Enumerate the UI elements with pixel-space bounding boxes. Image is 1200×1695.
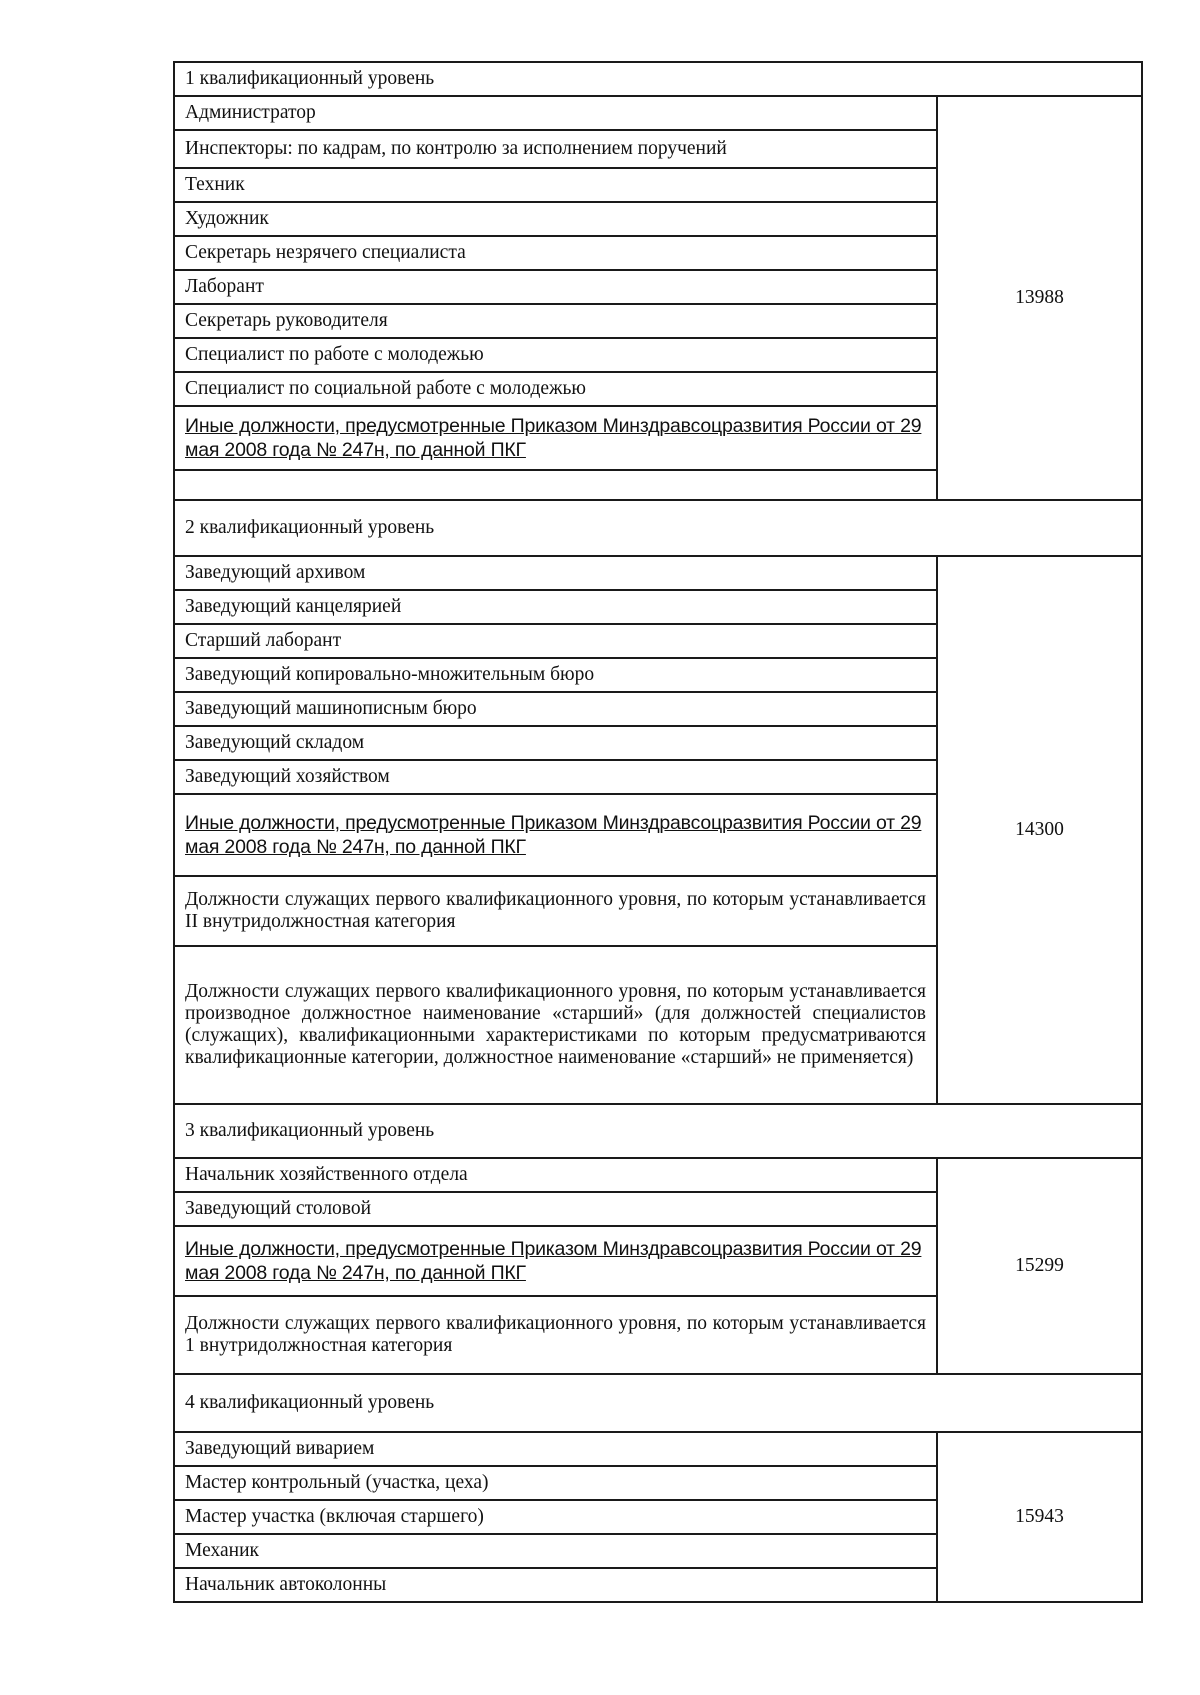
other-positions-link-cell xyxy=(174,794,937,876)
level-3-heading: 3 квалификационный уровень xyxy=(174,1104,1142,1158)
position-cell: Художник xyxy=(174,202,937,236)
position-cell: Заведующий столовой xyxy=(174,1192,937,1226)
position-cell: Специалист по социальной работе с молодежью xyxy=(174,372,937,406)
other-positions-link-cell xyxy=(174,1226,937,1296)
salary-value: 14300 xyxy=(937,556,1142,1104)
other-positions-link[interactable]: Иные должности, предусмотренные Приказом Минздравсоцразвития России от 29 мая 2008 года № 247н, по данной ПКГ xyxy=(185,1238,922,1284)
position-cell: Должности служащих первого квалификационного уровня, по которым устанавливается II внутридолжностная категория xyxy=(174,876,937,946)
other-positions-link[interactable]: Иные должности, предусмотренные Приказом Минздравсоцразвития России от 29 мая 2008 года № 247н, по данной ПКГ xyxy=(185,812,922,858)
level-header-row xyxy=(174,1374,1142,1432)
position-cell: Начальник автоколонны xyxy=(174,1568,937,1602)
level-header-row xyxy=(174,500,1142,556)
position-cell: Заведующий складом xyxy=(174,726,937,760)
level-2-heading: 2 квалификационный уровень xyxy=(174,500,1142,556)
position-cell: Заведующий архивом xyxy=(174,556,937,590)
position-cell: Заведующий машинописным бюро xyxy=(174,692,937,726)
table-row xyxy=(174,96,1142,130)
position-cell: Секретарь руководителя xyxy=(174,304,937,338)
level-1-heading: 1 квалификационный уровень xyxy=(174,62,1142,96)
position-cell: Заведующий хозяйством xyxy=(174,760,937,794)
position-cell: Администратор xyxy=(174,96,937,130)
position-cell: Начальник хозяйственного отдела xyxy=(174,1158,937,1192)
position-cell: Инспекторы: по кадрам, по контролю за исполнением поручений xyxy=(174,130,937,168)
position-cell: Должности служащих первого квалификационного уровня, по которым устанавливается производное должностное наименование «старший» (для должностей специалистов (служащих), квалификационными характеристиками по которым предусматриваются квалификационные категории, должностное наименование «старший» не применяется) xyxy=(174,946,937,1104)
level-4-heading: 4 квалификационный уровень xyxy=(174,1374,1142,1432)
salary-value: 15299 xyxy=(937,1158,1142,1374)
other-positions-link-cell xyxy=(174,406,937,470)
salary-value: 13988 xyxy=(937,96,1142,500)
position-cell: Механик xyxy=(174,1534,937,1568)
position-cell: Заведующий копировально-множительным бюро xyxy=(174,658,937,692)
position-cell: Должности служащих первого квалификационного уровня, по которым устанавливается 1 внутридолжностная категория xyxy=(174,1296,937,1374)
position-cell: Мастер участка (включая старшего) xyxy=(174,1500,937,1534)
empty-cell xyxy=(174,470,937,500)
position-cell: Мастер контрольный (участка, цеха) xyxy=(174,1466,937,1500)
position-cell: Специалист по работе с молодежью xyxy=(174,338,937,372)
level-header-row xyxy=(174,62,1142,96)
salary-value: 15943 xyxy=(937,1432,1142,1602)
table-row xyxy=(174,1432,1142,1466)
level-header-row xyxy=(174,1104,1142,1158)
table-row xyxy=(174,1158,1142,1192)
position-cell: Заведующий виварием xyxy=(174,1432,937,1466)
position-cell: Секретарь незрячего специалиста xyxy=(174,236,937,270)
position-cell: Старший лаборант xyxy=(174,624,937,658)
position-cell: Техник xyxy=(174,168,937,202)
qualification-table xyxy=(173,61,1143,1603)
position-cell: Лаборант xyxy=(174,270,937,304)
position-cell: Заведующий канцелярией xyxy=(174,590,937,624)
other-positions-link[interactable]: Иные должности, предусмотренные Приказом Минздравсоцразвития России от 29 мая 2008 года № 247н, по данной ПКГ xyxy=(185,415,922,461)
table-row xyxy=(174,556,1142,590)
